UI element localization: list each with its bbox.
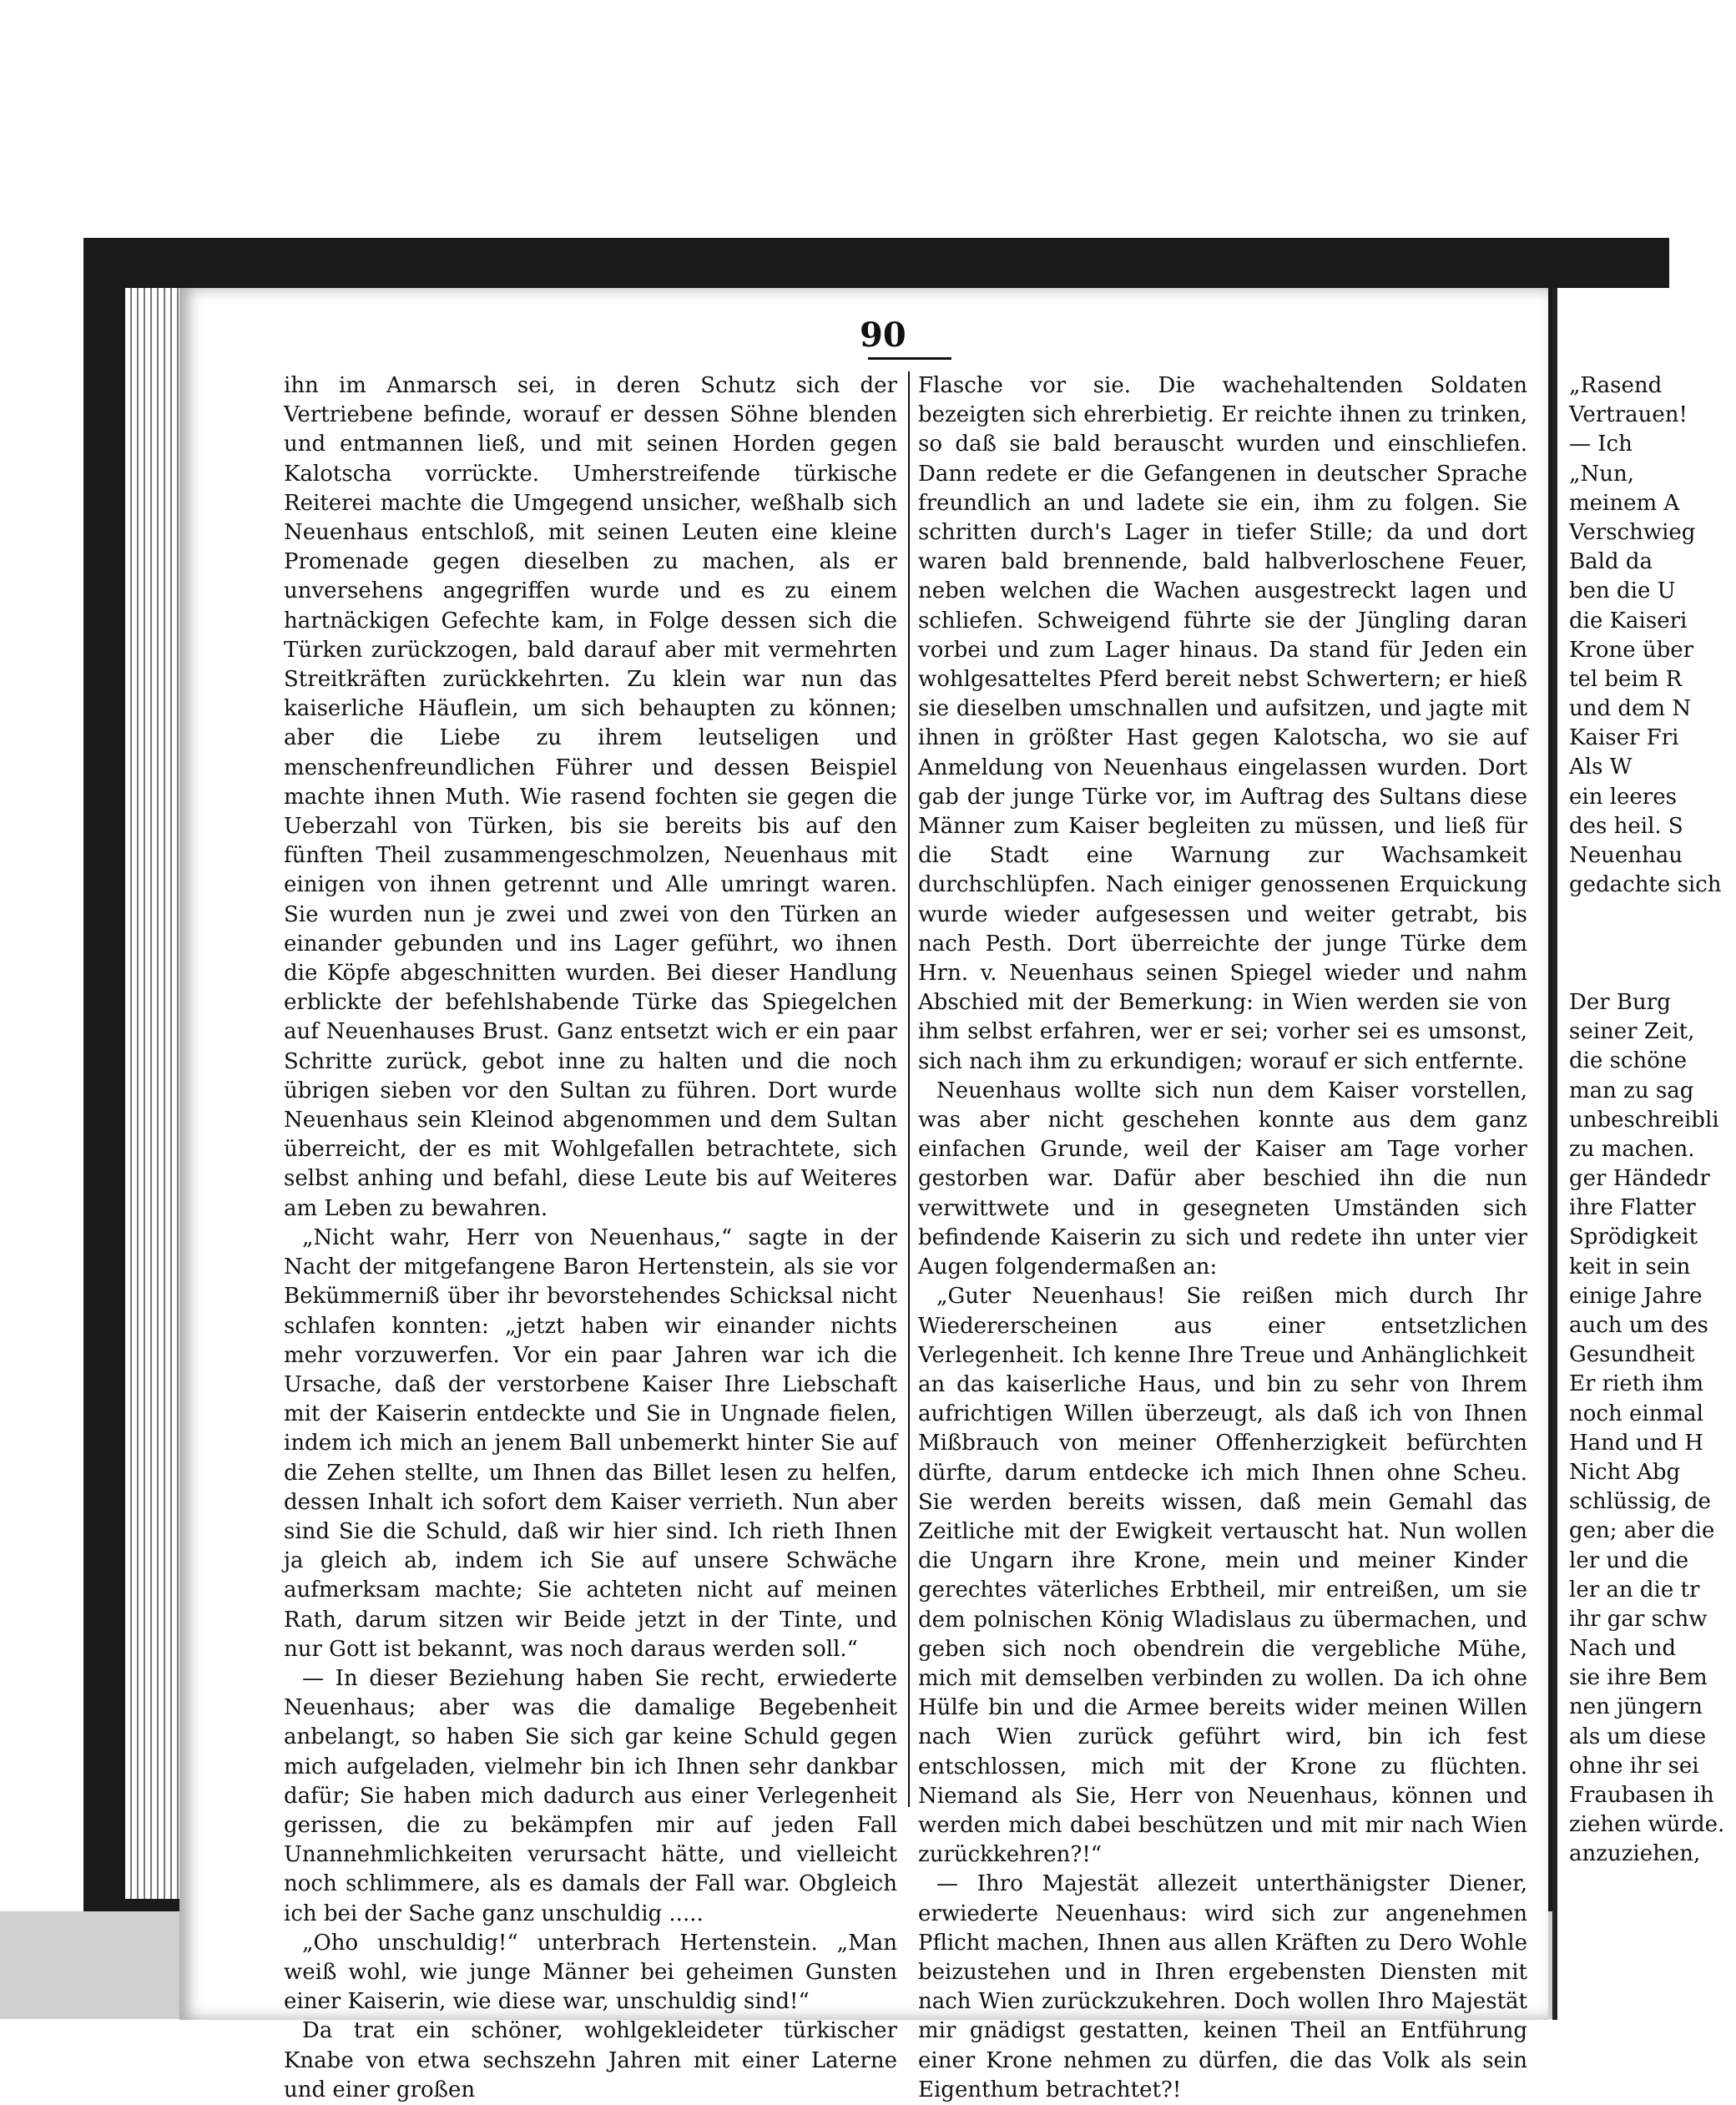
fragment-line: Er rieth ihm: [1569, 1371, 1703, 1397]
fragment-line: ben die U: [1569, 578, 1676, 604]
fragment-line: einige Jahre: [1569, 1283, 1703, 1309]
fragment-line: Bald da: [1569, 549, 1653, 575]
fragment-line: noch einmal: [1569, 1401, 1703, 1426]
fragment-line: sie ihre Bem: [1569, 1665, 1708, 1691]
fragment-line: ger Händedr: [1569, 1166, 1710, 1192]
fragment-line: ihr gar schw: [1569, 1606, 1708, 1632]
fragment-line: Neuenhau: [1569, 843, 1683, 868]
fragment-line: meinem A: [1569, 490, 1680, 516]
fragment-line: [1569, 930, 1736, 959]
paragraph: — In dieser Beziehung haben Sie recht, erwiederte Neuenhaus; aber was die damalige Begebenheit anbelangt, so haben Sie sich gar keine Schuld gegen mich aufgeladen, vielmehr bin ich Ihnen sehr dankbar dafür; Sie haben mich dadurch aus einer Verlegenheit gerissen, die zu bekämpfen mir auf jeden Fall Unannehmlichkeiten verursacht hätte, und vielleicht noch schlimmere, als es damals der Fall war. Obgleich ich bei der Sache ganz unschuldig .....: [284, 1665, 897, 1926]
fragment-line: gedachte sich: [1569, 872, 1722, 898]
fragment-line: Vertrauen!: [1569, 402, 1688, 428]
paragraph: „Nicht wahr, Herr von Neuenhaus,“ sagte in der Nacht der mitgefangene Baron Hertenstein, als sie vor Bekümmerniß über ihr bevorstehendes Schicksal nicht schlafen konnten: „jetzt haben wir einander nichts mehr vorzuwerfen. Vor ein paar Jahren war ich die Ursache, daß der verstorbene Kaiser Ihre Liebschaft mit der Kaiserin entdeckte und Sie in Ungnade fielen, indem ich mich an jenem Ball unbemerkt hinter Sie auf die Zehen stellte, um Ihnen das Billet lesen zu helfen, dessen Inhalt ich sofort dem Kaiser verrieth. Nun aber sind Sie die Schuld, daß wir hier sind. Ich rieth Ihnen ja gleich ab, indem ich Sie auf unsere Schwäche aufmerksam machte; Sie achteten nicht auf meinen Rath, darum sitzen wir Beide jetzt in der Tinte, und nur Gott ist bekannt, was noch daraus werden soll.“: [284, 1224, 897, 1662]
fragment-line: [1569, 900, 1736, 929]
fragment-line: Krone über: [1569, 637, 1694, 663]
fragment-line: die Kaiseri: [1569, 608, 1688, 634]
fragment-line: tel beim R: [1569, 666, 1683, 692]
fragment-line: des heil. S: [1569, 813, 1683, 839]
fragment-line: seiner Zeit,: [1569, 1019, 1695, 1045]
fragment-line: auch um des: [1569, 1313, 1708, 1338]
fragment-line: ziehen würde.: [1569, 1812, 1725, 1838]
fragment-line: Fraubasen ih: [1569, 1783, 1714, 1808]
paragraph: ihn im Anmarsch sei, in deren Schutz sich der Vertriebene befinde, worauf er dessen Söhne blenden und entmannen ließ, und mit seinen Horden gegen Kalotscha vorrückte. Umherstreifende türkische Reiterei machte die Umgegend unsicher, weßhalb sich Neuenhaus entschloß, mit seinen Leuten eine kleine Promenade gegen dieselben zu machen, als er unversehens angegriffen wurde und es zu einem hartnäckigen Gefechte kam, in Folge dessen sich die Türken zurückzogen, bald darauf aber mit vermehrten Streitkräften zurückkehrten. Zu klein war nun das kaiserliche Häuflein, um sich behaupten zu können; aber die Liebe zu ihrem leutseligen und menschenfreundlichen Führer und dessen Beispiel machte ihnen Muth. Wie rasend fochten sie gegen die Ueberzahl von Türken, bis sie bereits bis auf den fünften Theil zusammengeschmolzen, Neuenhaus mit einigen von ihnen getrennt und Alle umringt waren. Sie wurden nun je zwei und zwei von den Türken an einander gebunden und ins Lager geführt, wo ihnen die Köpfe abgeschnitten wurden. Bei dieser Handlung erblickte der befehlshabende Türke das Spiegelchen auf Neuenhauses Brust. Ganz entsetzt wich er ein paar Schritte zurück, gebot inne zu halten und die noch übrigen sieben vor den Sultan zu führen. Dort wurde Neuenhaus sein Kleinod abgenommen und dem Sultan überreicht, der es mit Wohlgefallen betrachtete, sich selbst anhing und befahl, diese Leute bis auf Weiteres am Leben zu bewahren.: [284, 373, 897, 1221]
column-divider: [908, 371, 910, 1807]
page-stack-edges: [125, 288, 184, 1899]
left-text-column: [284, 371, 897, 2105]
fragment-line: „Rasend: [1569, 373, 1663, 398]
fragment-line: Nach und: [1569, 1636, 1676, 1662]
fragment-line: Der Burg: [1569, 989, 1671, 1015]
paragraph: — Ihro Majestät allezeit unterthänigster Diener, erwiederte Neuenhaus: wird sich zur angenehmen Pflicht machen, Ihnen aus allen Kräften zu Dero Wohle beizustehen und in Ihren ergebensten Diensten mit nach Wien zurückzukehren. Doch wollen Ihro Majestät mir gnädigst gestatten, keinen Theil an Entführung einer Krone nehmen zu dürfen, die das Volk als sein Eigenthum betrachtet?!: [918, 1871, 1527, 2102]
paragraph: Neuenhaus wollte sich nun dem Kaiser vorstellen, was aber nicht geschehen konnte aus dem ganz einfachen Grunde, weil der Kaiser am Tage vorher gestorben war. Dafür aber beschied ihn die nun verwittwete und in gesegneten Umständen sich befindende Kaiserin zu sich und redete ihn unter vier Augen folgendermaßen an:: [918, 1078, 1527, 1280]
fragment-line: ohne ihr sei: [1569, 1753, 1699, 1779]
fragment-line: ler an die tr: [1569, 1577, 1700, 1603]
fragment-line: schlüssig, de: [1569, 1489, 1711, 1515]
fragment-line: anzuziehen,: [1569, 1841, 1701, 1867]
fragment-line: Gesundheit: [1569, 1342, 1695, 1368]
page-number: 90: [860, 315, 906, 355]
page-number-rule: [868, 357, 951, 360]
paragraph: Da trat ein schöner, wohlgekleideter türkischer Knabe von etwa sechszehn Jahren mit einer Laterne und einer großen: [284, 2018, 897, 2102]
fragment-line: [1569, 959, 1736, 988]
fragment-line: nen jüngern: [1569, 1694, 1703, 1720]
fragment-line: Sprödigkeit: [1569, 1224, 1698, 1250]
fragment-line: Verschwieg: [1569, 519, 1696, 545]
fragment-line: ein leeres: [1569, 784, 1677, 810]
fragment-line: — Ich: [1569, 432, 1633, 457]
facing-page-text-fragments: [1569, 371, 1736, 1870]
fragment-line: unbeschreibli: [1569, 1107, 1719, 1133]
fragment-line: als um diese: [1569, 1724, 1707, 1749]
paragraph: „Guter Neuenhaus! Sie reißen mich durch Ihr Wiedererscheinen aus einer entsetzlichen Verlegenheit. Ich kenne Ihre Treue und Anhänglichkeit an das kaiserliche Haus, und bin zu sehr von Ihrem aufrichtigen Willen überzeugt, als daß ich von Ihnen Mißbrauch von meiner Offenherzigkeit befürchten dürfte, darum entdecke ich mich Ihnen ohne Scheu. Sie werden bereits wissen, daß mein Gemahl das Zeitliche mit der Ewigkeit vertauscht hat. Nun wollen die Ungarn ihre Krone, mein und meiner Kinder gerechtes väterliches Erbtheil, mir entreißen, um sie dem polnischen König Wladislaus zu übermachen, und geben sich noch obendrein die vergebliche Mühe, mich mit demselben verbinden zu wollen. Da ich ohne Hülfe bin und die Armee bereits wider meinen Willen nach Wien zurück geführt wird, bin ich fest entschlossen, mich mit der Krone zu flüchten. Niemand als Sie, Herr von Neuenhaus, können und werden mich dabei beschützen und mit mir nach Wien zurückkehren?!“: [918, 1284, 1527, 1868]
fragment-line: und dem N: [1569, 696, 1692, 722]
fragment-line: zu machen.: [1569, 1136, 1695, 1162]
fragment-line: Hand und H: [1569, 1430, 1703, 1456]
fragment-line: ihre Flatter: [1569, 1195, 1696, 1221]
fragment-line: „Nun,: [1569, 461, 1634, 487]
fragment-line: man zu sag: [1569, 1078, 1694, 1103]
middle-text-column: [918, 371, 1527, 2105]
fragment-line: gen; aber die: [1569, 1518, 1715, 1544]
fragment-line: die schöne: [1569, 1048, 1688, 1074]
paragraph: „Oho unschuldig!“ unterbrach Hertenstein. „Man weiß wohl, wie junge Männer bei geheimen Gunsten einer Kaiserin, wie diese war, unschuldig sind!“: [284, 1930, 897, 2015]
paragraph: Flasche vor sie. Die wachehaltenden Soldaten bezeigten sich ehrerbietig. Er reichte ihnen zu trinken, so daß sie bald berauscht wurden und einschliefen. Dann redete er die Gefangenen in deutscher Sprache freundlich an und ladete sie ein, ihm zu folgen. Sie schritten durch's Lager in tiefer Stille; da und dort waren bald brennende, bald halbverloschene Feuer, neben welchen die Wachen ausgestreckt lagen und schliefen. Schweigend führte sie der Jüngling daran vorbei und zum Lager hinaus. Da stand für Jeden ein wohlgesatteltes Pferd bereit nebst Schwertern; er hieß sie dieselben umschnallen und aufsitzen, und jagte mit ihnen in größter Hast gegen Kalotscha, wo sie auf Anmeldung von Neuenhaus eingelassen wurden. Dort gab der junge Türke vor, im Auftrag des Sultans diese Männer zum Kaiser begleiten zu müssen, und ließ für die Stadt eine Warnung zur Wachsamkeit durchschlüpfen. Nach einiger genossenen Erquickung wurde wieder aufgesessen und weiter getrabt, bis nach Pesth. Dort überreichte der junge Türke dem Hrn. v. Neuenhaus seinen Spiegel wieder und nahm Abschied mit der Bemerkung: in Wien werden sie von ihm selbst erfahren, wer er sei; vorher sei es umsonst, sich nach ihm zu erkundigen; worauf er sich entfernte.: [918, 373, 1527, 1074]
fragment-line: ler und die: [1569, 1547, 1689, 1573]
fragment-line: keit in sein: [1569, 1254, 1691, 1280]
fragment-line: Als W: [1569, 755, 1633, 780]
fragment-line: Kaiser Fri: [1569, 725, 1679, 751]
fragment-line: Nicht Abg: [1569, 1459, 1681, 1485]
